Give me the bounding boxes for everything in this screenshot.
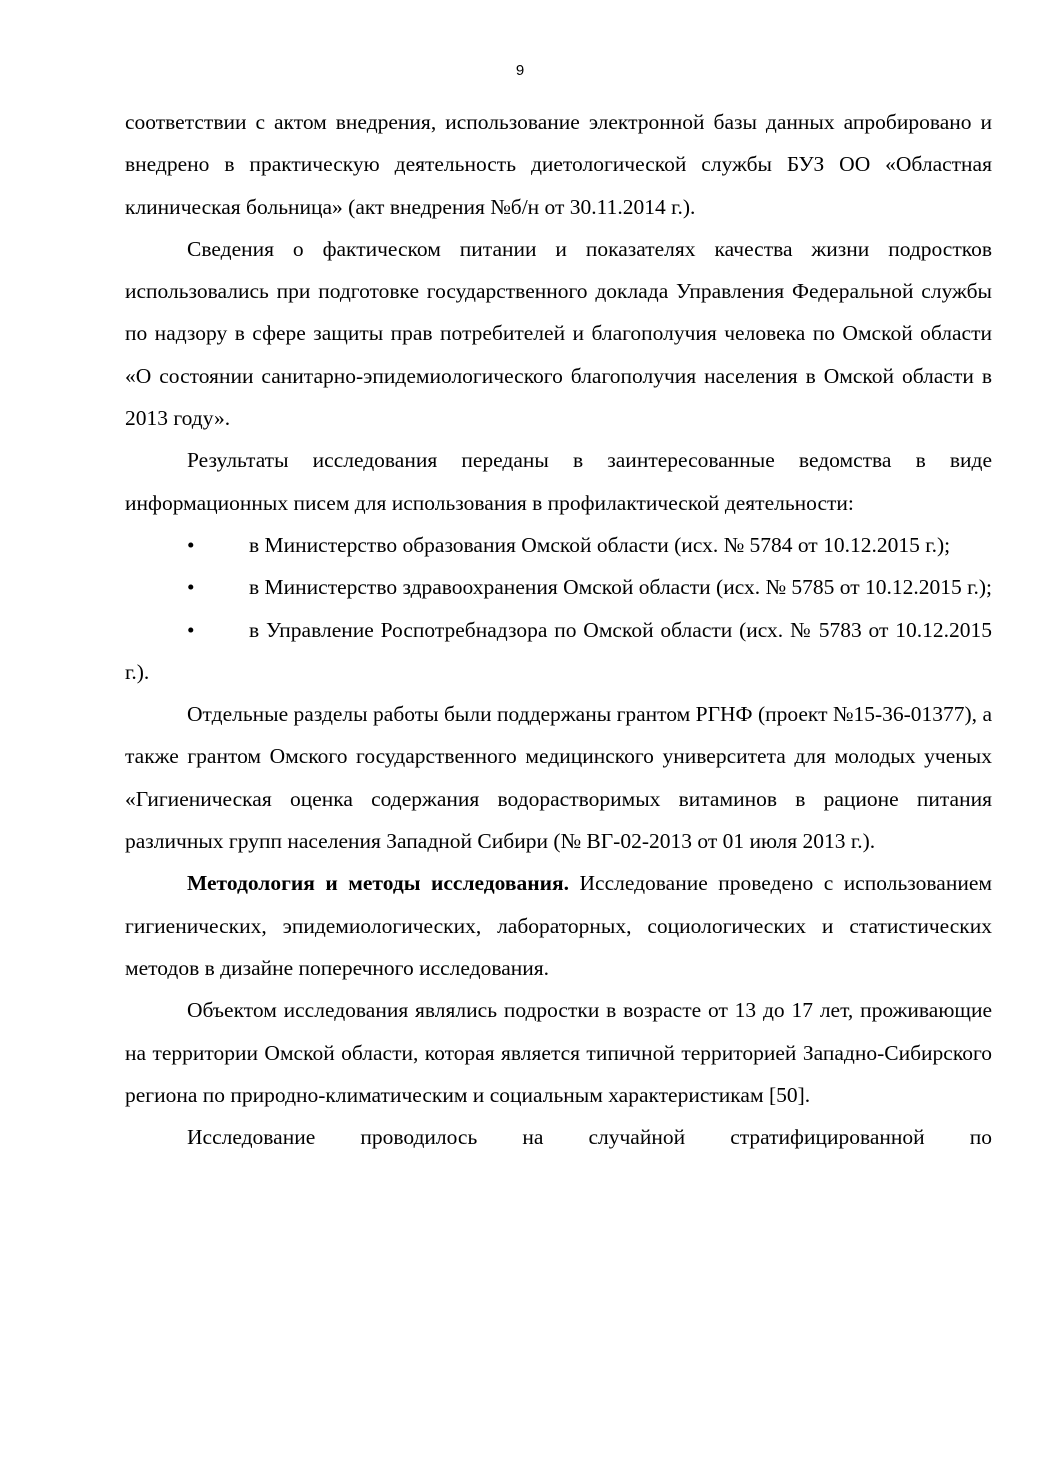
list-item-text: в Министерство образования Омской области (исх. № 5784 от 10.12.2015 г.);: [249, 532, 951, 557]
paragraph-methodology: [125, 862, 992, 989]
body-text: [125, 101, 992, 1158]
list-item: [125, 566, 992, 608]
bullet-icon: •: [187, 575, 195, 600]
page-number: 9: [515, 62, 525, 79]
paragraph-sampling: Исследование проводилось на случайной стратифицированной по: [187, 1125, 992, 1150]
list-item-text: в Министерство здравоохранения Омской области (исх. № 5785 от 10.12.2015 г.);: [249, 575, 992, 600]
methodology-text: Исследование проведено с использованием гигиенических, эпидемиологических, лабораторных, социологических и статистических методов в дизайне поперечного исследования.: [125, 871, 992, 980]
list-item: [125, 609, 992, 694]
methodology-heading: Методология и методы исследования.: [187, 871, 570, 896]
paragraph-state-report: Сведения о фактическом питании и показателях качества жизни подростков использовались при подготовке государственного доклада Управления Федеральной службы по надзору в сфере защиты прав потребителей и благополучия человека по Омской области «О состоянии санитарно-эпидемиологического благополучия населения в Омской области в 2013 году».: [125, 236, 992, 431]
paragraph-implementation: соответствии с актом внедрения, использование электронной базы данных апробировано и внедрено в практическую деятельность диетологической службы БУЗ ОО «Областная клиническая больница» (акт внедрения №б/н от 30.11.2014 г.).: [125, 110, 992, 219]
list-item-text: в Управление Роспотребнадзора по Омской области (исх. № 5783 от 10.12.2015 г.).: [125, 617, 992, 684]
list-item: [125, 524, 992, 566]
bullet-icon: •: [187, 617, 195, 642]
paragraph-study-object: Объектом исследования являлись подростки в возрасте от 13 до 17 лет, проживающие на территории Омской области, которая является типичной территорией Западно-Сибирского региона по природно-климатическим и социальным характеристикам [50].: [125, 998, 992, 1107]
paragraph-results-transfer: Результаты исследования переданы в заинтересованные ведомства в виде информационных писем для использования в профилактической деятельности:: [125, 448, 992, 515]
bullet-icon: •: [187, 532, 195, 557]
paragraph-grants: Отдельные разделы работы были поддержаны грантом РГНФ (проект №15-36-01377), а также грантом Омского государственного медицинского университета для молодых ученых «Гигиеническая оценка содержания водорастворимых витаминов в рационе питания различных групп населения Западной Сибири (№ ВГ-02-2013 от 01 июля 2013 г.).: [125, 702, 992, 854]
